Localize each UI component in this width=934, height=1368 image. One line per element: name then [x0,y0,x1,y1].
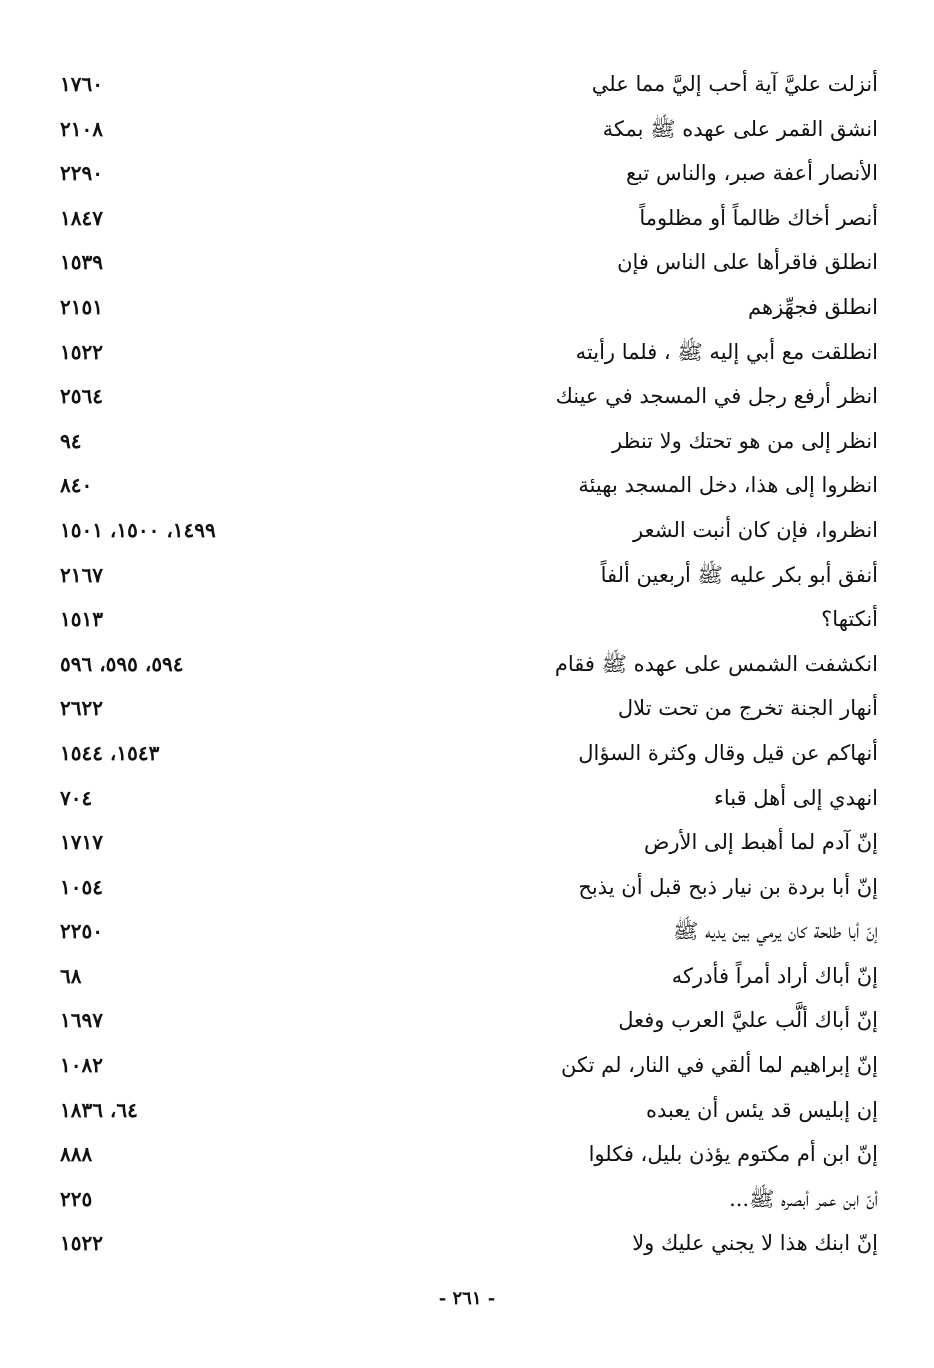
hadith-phrase: أنكتها؟ [821,607,878,632]
hadith-number: ٢٢٩٠ [60,161,103,186]
hadith-number: ٦٤، ١٨٣٦ [60,1097,138,1122]
index-entry [0,1221,934,1266]
index-entry [0,954,934,999]
index-entry [0,1088,934,1133]
index-entry [0,553,934,598]
index-entry [0,865,934,910]
hadith-number: ١٤٩٩، ١٥٠٠، ١٥٠١ [60,517,216,542]
index-entry [0,820,934,865]
index-entry [0,1132,934,1177]
hadith-number: ١٧٦٠ [60,72,103,96]
hadith-phrase: إنّ أباك أراد أمراً فأدركه [671,963,878,988]
hadith-number: ١٥١٣ [60,607,103,632]
hadith-number: ١٠٥٤ [60,874,103,899]
hadith-number: ١٨٤٧ [60,205,103,230]
index-entry [0,285,934,330]
hadith-phrase: انظروا، فإن كان أنبت الشعر [633,517,878,542]
hadith-phrase: إن إبليس قد يئس أن يعبده [646,1097,878,1122]
index-entry [0,731,934,776]
hadith-number: ١٥٢٢ [60,1231,103,1256]
hadith-phrase: انشق القمر على عهده ﷺ بمكة [602,116,878,141]
index-entry [0,1043,934,1088]
hadith-phrase: إنّ أباك ألَّب عليَّ العرب وفعل [618,1008,878,1033]
hadith-phrase: إنّ أبا طلحة كان يرمي بين يديه ﷺ [673,919,878,944]
hadith-number: ٢٦٢٢ [60,696,103,721]
hadith-phrase: انطلقت مع أبي إليه ﷺ ، فلما رأيته [575,339,878,364]
hadith-number: ١٦٩٧ [60,1008,103,1033]
index-entry [0,419,934,464]
index-entry [0,62,934,107]
index-entry [0,107,934,152]
hadith-number: ٢١٥١ [60,294,103,319]
hadith-phrase: أنفق أبو بكر عليه ﷺ أربعين ألفاً [600,562,878,587]
index-entry [0,196,934,241]
hadith-phrase: إنّ آدم لما أهبط إلى الأرض [643,830,878,855]
index-entry [0,374,934,419]
index-entry [0,330,934,375]
hadith-number: ٢١٠٨ [60,116,103,141]
hadith-phrase: أنزلت عليَّ آية أحب إليَّ مما علي [591,72,878,96]
hadith-number: ٢٥٦٤ [60,384,103,409]
hadith-phrase: أنصر أخاك ظالماً أو مظلوماً [639,205,878,230]
index-entry [0,508,934,553]
index-entry [0,151,934,196]
hadith-phrase: إنّ ابن أم مكتوم يؤذن بليل، فكلوا [588,1142,878,1167]
index-entry [0,776,934,821]
hadith-number: ١٥٢٢ [60,339,103,364]
hadith-number: ٩٤ [60,428,82,453]
hadith-number: ٢١٦٧ [60,562,103,587]
hadith-phrase: انظروا إلى هذا، دخل المسجد بهيئة [578,473,878,498]
hadith-phrase: انظر إلى من هو تحتك ولا تنظر [612,428,878,453]
page-number: - ٢٦١ - [438,1288,496,1309]
hadith-number: ٨٨٨ [60,1142,93,1167]
hadith-phrase: إنّ إبراهيم لما ألقي في النار، لم تكن [561,1053,878,1078]
hadith-phrase: أنهاكم عن قيل وقال وكثرة السؤال [578,740,878,765]
index-entry [0,597,934,642]
hadith-number: ١٠٨٢ [60,1053,103,1078]
index-entry [0,642,934,687]
hadith-number: ٥٩٤، ٥٩٥، ٥٩٦ [60,651,184,676]
hadith-number: ١٧١٧ [60,830,103,855]
hadith-number: ٨٤٠ [60,473,93,498]
hadith-phrase: انهدي إلى أهل قباء [713,785,878,810]
index-entry [0,686,934,731]
index-entry [0,909,934,954]
hadith-number: ١٥٣٩ [60,250,103,275]
hadith-number: ٧٠٤ [60,785,93,810]
hadith-phrase: أنّ ابن عمر أبصره ﷺ... [729,1186,878,1211]
index-entry [0,1177,934,1222]
index-entry [0,998,934,1043]
hadith-phrase: الأنصار أعفة صبر، والناس تبع [626,161,878,186]
hadith-phrase: انطلق فاقرأها على الناس فإن [617,250,878,275]
hadith-phrase: انكشفت الشمس على عهده ﷺ فقام [554,651,878,676]
index-entry [0,463,934,508]
hadith-phrase: إنّ أبا بردة بن نيار ذبح قبل أن يذبح [578,874,878,899]
hadith-number: ٢٢٥ [60,1186,93,1211]
index-list [0,62,934,1266]
hadith-number: ٦٨ [60,963,82,988]
hadith-number: ١٥٤٣، ١٥٤٤ [60,740,160,765]
hadith-phrase: إنّ ابنك هذا لا يجني عليك ولا [632,1231,878,1256]
hadith-phrase: انظر أرفع رجل في المسجد في عينك [555,384,878,409]
hadith-phrase: أنهار الجنة تخرج من تحت تلال [617,696,878,721]
hadith-phrase: انطلق فجهِّزهم [748,294,878,319]
hadith-number: ٢٢٥٠ [60,919,103,944]
index-entry [0,240,934,285]
